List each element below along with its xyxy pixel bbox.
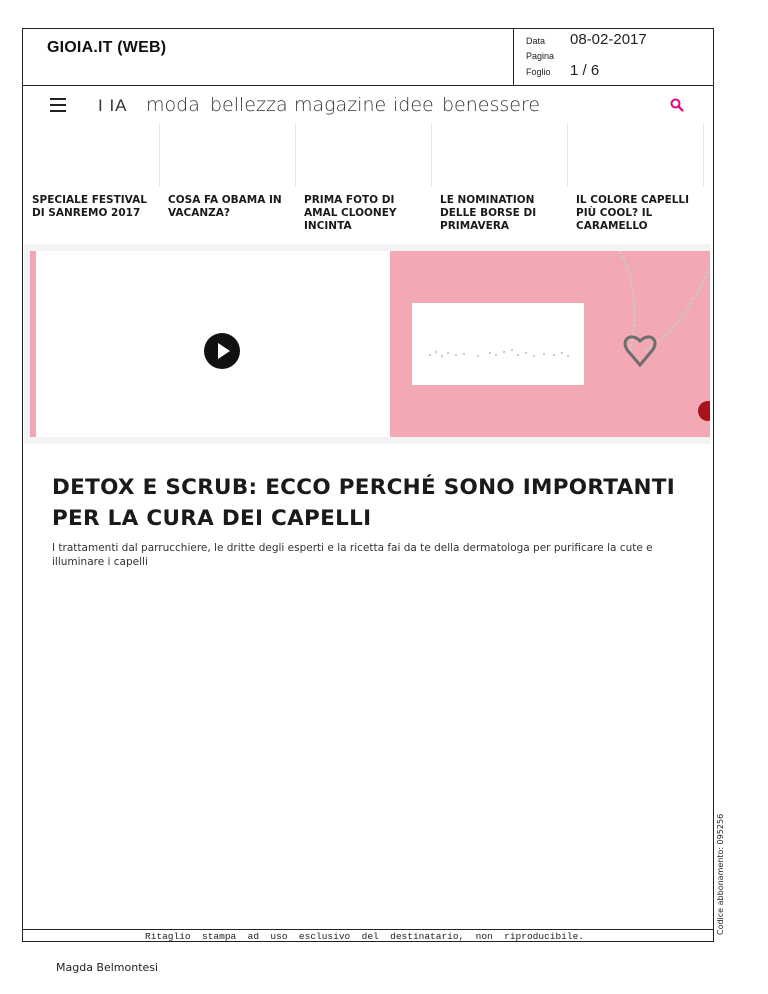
advertisement-image[interactable]: [390, 251, 710, 437]
date-value: 08-02-2017: [570, 31, 647, 48]
author-name: Magda Belmontesi: [56, 961, 159, 974]
sheet-value: 1 / 6: [570, 62, 600, 79]
article-headline: DETOX E SCRUB: ECCO PERCHÉ SONO IMPORTANTI PER LA CURA DEI CAPELLI: [52, 475, 676, 531]
nav-item-moda[interactable]: moda: [146, 94, 200, 116]
story-card[interactable]: [162, 124, 296, 242]
nav-item-idee[interactable]: idee: [393, 94, 434, 116]
story-title[interactable]: SPECIALE FESTIVAL DI SANREMO 2017: [32, 194, 147, 219]
story-card[interactable]: [570, 124, 704, 242]
heart-necklace-icon: [600, 251, 710, 437]
reproduction-notice: Ritaglio stampa ad uso esclusivo del destinatario, non riproducibile.: [145, 931, 584, 942]
story-card[interactable]: [26, 124, 160, 242]
hero-banner: [24, 244, 710, 444]
page-label: Pagina: [526, 51, 555, 61]
article-subtitle: I trattamenti dal parrucchiere, le dritte degli esperti e la ricetta fai da te della dermatologa per purificare la cute e illuminare i capelli: [52, 542, 653, 568]
story-title[interactable]: IL COLORE CAPELLI PIÙ COOL? IL CARAMELLO: [576, 194, 690, 232]
ad-text-card: [412, 303, 584, 385]
top-stories-strip: [26, 124, 710, 242]
source-title: GIOIA.IT (WEB): [47, 39, 167, 56]
subscription-code: Codice abbonamento: 095256: [716, 813, 725, 935]
story-title[interactable]: PRIMA FOTO DI AMAL CLOONEY INCINTA: [304, 194, 397, 232]
play-icon[interactable]: [204, 333, 240, 369]
site-nav: [30, 92, 710, 124]
search-icon[interactable]: [670, 98, 684, 112]
hamburger-menu-icon[interactable]: [50, 98, 66, 112]
clipping-meta: [513, 29, 714, 85]
story-thumbnail: [434, 124, 568, 186]
story-thumbnail: [570, 124, 704, 186]
nav-item-magazine[interactable]: magazine: [294, 94, 387, 116]
story-thumbnail: [298, 124, 432, 186]
nav-item-bellezza[interactable]: bellezza: [210, 94, 288, 116]
site-logo[interactable]: I IA: [98, 96, 128, 115]
sheet-label: Foglio: [526, 67, 551, 77]
story-card[interactable]: [434, 124, 568, 242]
ad-text-dots: [426, 347, 572, 361]
story-thumbnail: [26, 124, 160, 186]
clipping-header: [22, 28, 714, 86]
nav-item-benessere[interactable]: benessere: [442, 94, 541, 116]
story-thumbnail: [162, 124, 296, 186]
video-player[interactable]: [30, 251, 390, 437]
story-title[interactable]: COSA FA OBAMA IN VACANZA?: [168, 194, 282, 219]
story-title[interactable]: LE NOMINATION DELLE BORSE DI PRIMAVERA: [440, 194, 537, 232]
story-card[interactable]: [298, 124, 432, 242]
date-label: Data: [526, 36, 546, 46]
